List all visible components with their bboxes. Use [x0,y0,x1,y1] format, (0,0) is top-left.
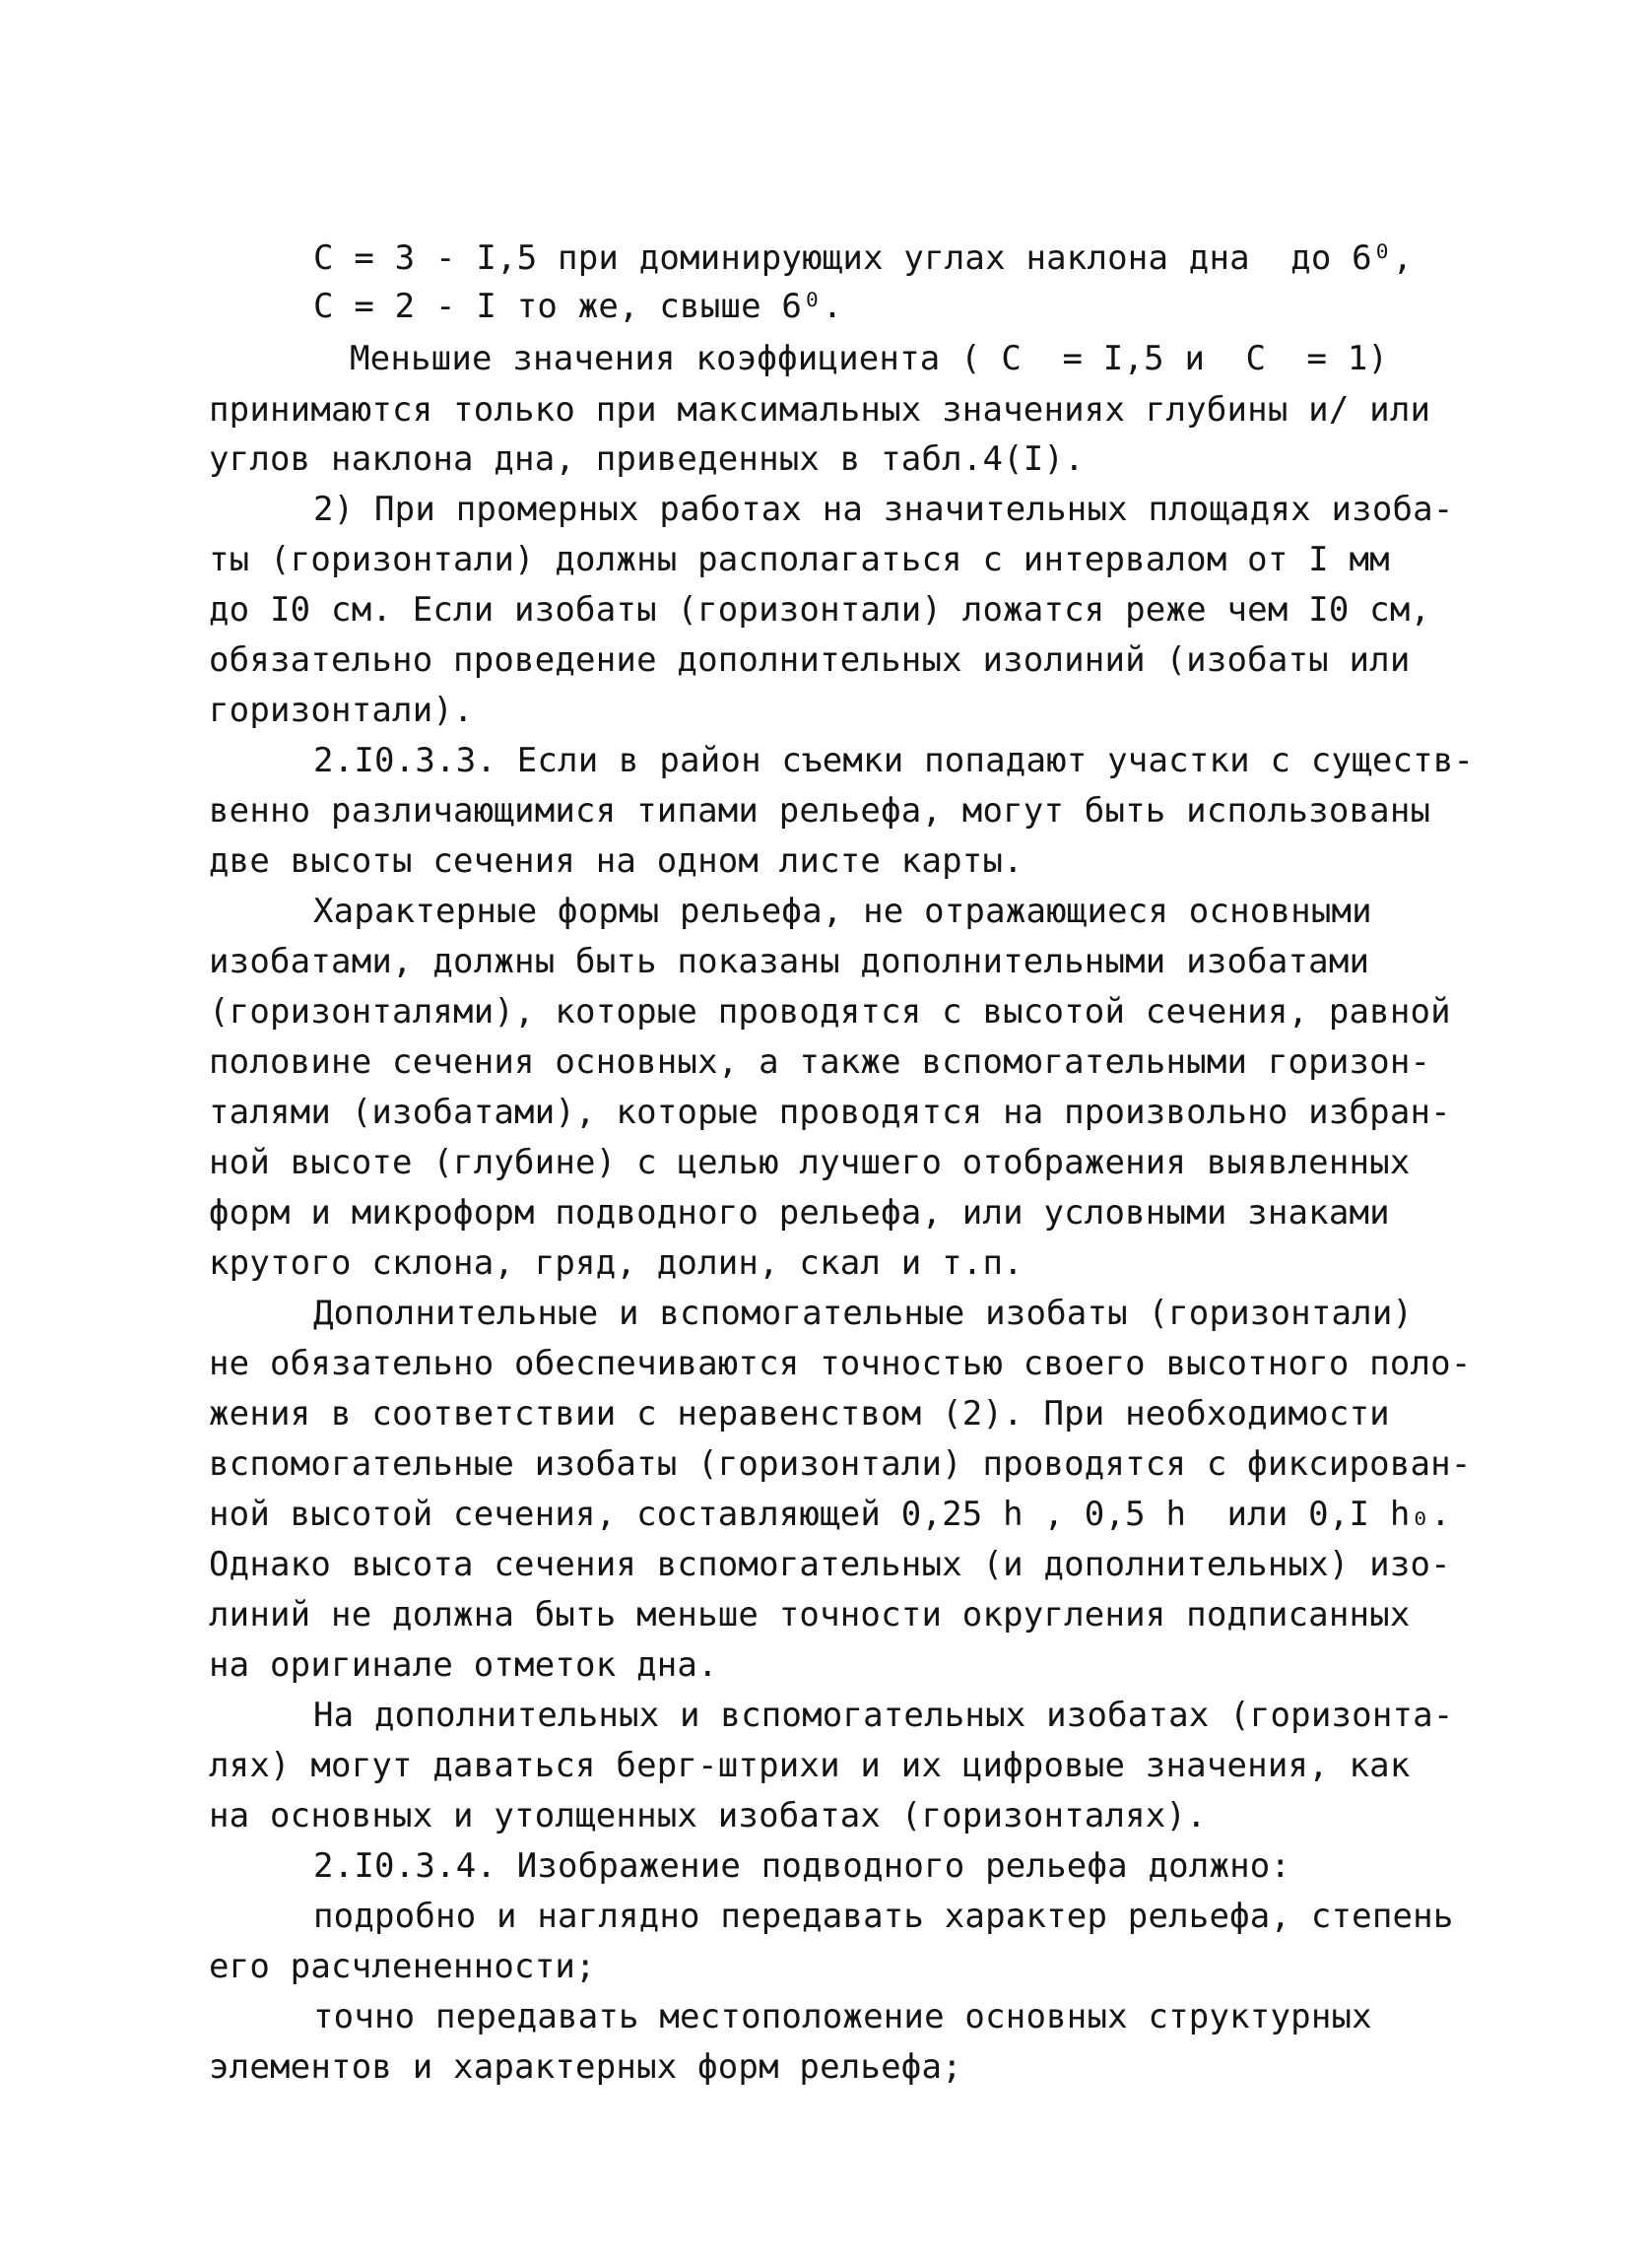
text-line: точно передавать местоположение основных структурных [313,1997,1372,2036]
text-line: венно различающимися типами рельефа, могут быть использованы [209,791,1431,831]
text-line: две высоты сечения на одном листе карты. [209,841,1024,881]
text-line: лях) могут даваться берг-штрихи и их цифровые значения, как [209,1746,1411,1785]
text-line: подробно и наглядно передавать характер рельефа, степень [313,1897,1454,1936]
text-line: форм и микроформ подводного рельефа, или условными знаками [209,1193,1390,1233]
text-line: 2) При промерных работах на значительных площадях изоба- [313,490,1454,529]
text-line: изобатами, должны быть показаны дополнительными изобатами [209,942,1370,981]
text-line: углов наклона дна, приведенных в табл.4(I). [209,439,1085,479]
text-line: 2.I0.3.3. Если в район съемки попадают участки с существ- [313,741,1475,780]
text-line: его расчлененности; [209,1947,596,1986]
text-line: На дополнительных и вспомогательных изобатах (горизонта- [313,1696,1454,1735]
text-line: элементов и характерных форм рельефа; [209,2047,962,2087]
text-line: до I0 см. Если изобаты (горизонтали) ложатся реже чем I0 см, [209,590,1431,630]
text-line: Меньшие значения коэффициента ( С = I,5 и С = 1) [350,339,1389,378]
text-line: С = 2 - I то же, свыше 6⁰. [313,287,843,326]
text-line: принимаются только при максимальных значениях глубины и/ или [209,390,1431,430]
text-line: 2.I0.3.4. Изображение подводного рельефа должно: [313,1846,1291,1886]
text-line: Дополнительные и вспомогательные изобаты (горизонтали) [313,1294,1414,1333]
text-line: вспомогательные изобаты (горизонтали) проводятся с фиксирован- [209,1444,1472,1484]
text-line: линий не должна быть меньше точности округления подписанных [209,1595,1411,1634]
text-line: половине сечения основных, а также вспомогательными горизон- [209,1042,1431,1082]
text-line: горизонтали). [209,691,474,730]
text-line: Характерные формы рельефа, не отражающиеся основными [313,892,1372,931]
text-line: обязательно проведение дополнительных изолиний (изобаты или [209,640,1411,680]
text-line: ной высоте (глубине) с целью лучшего отображения выявленных [209,1143,1411,1182]
text-line: Однако высота сечения вспомогательных (и дополнительных) изо- [209,1545,1451,1584]
text-line: ты (горизонтали) должны располагаться с интервалом от I мм [209,540,1390,579]
text-line: С = 3 - I,5 при доминирующих углах наклона дна до 6⁰, [313,238,1414,278]
text-line: на оригинале отметок дна. [209,1645,718,1685]
text-line: талями (изобатами), которые проводятся на произвольно избран- [209,1093,1451,1132]
text-line: жения в соответствии с неравенством (2). При необходимости [209,1394,1390,1434]
text-line: (горизонталями), которые проводятся с высотой сечения, равной [209,992,1451,1032]
text-line: крутого склона, гряд, долин, скал и т.п. [209,1243,1024,1283]
text-line: ной высотой сечения, составляющей 0,25 h , 0,5 h или 0,I h₀. [209,1495,1451,1534]
text-line: на основных и утолщенных изобатах (горизонталях). [209,1796,1207,1835]
text-line: не обязательно обеспечиваются точностью своего высотного поло- [209,1344,1472,1383]
